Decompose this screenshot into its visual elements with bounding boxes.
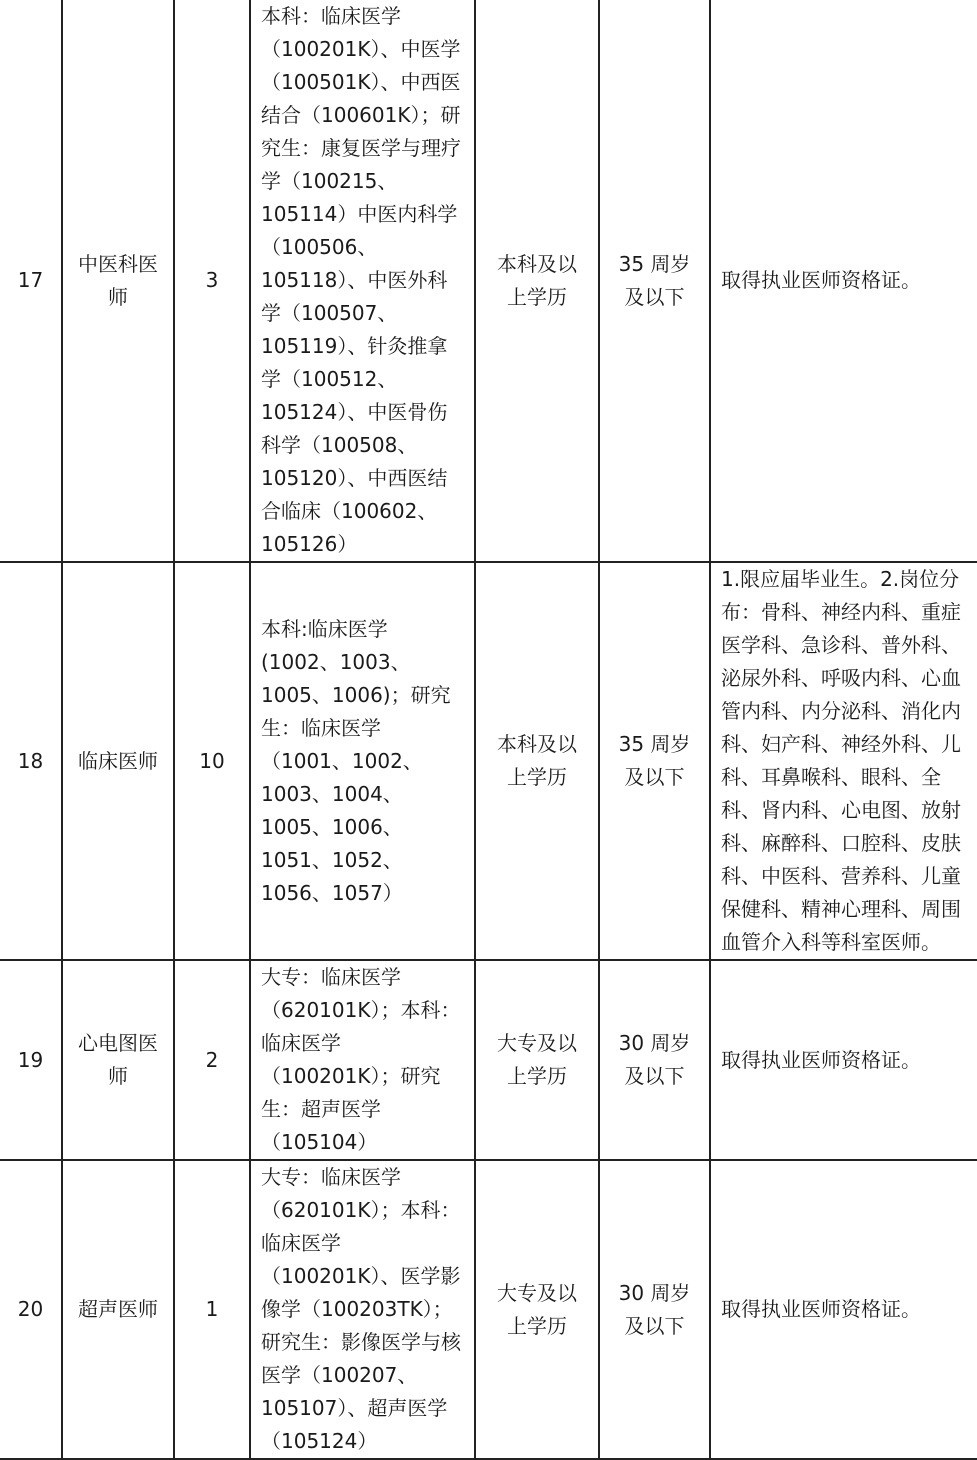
age-requirement: 35 周岁及以下 [599,0,710,562]
education-requirement: 大专及以上学历 [475,960,599,1160]
row-number: 18 [0,562,62,960]
row-number: 20 [0,1160,62,1459]
education-requirement: 本科及以上学历 [475,0,599,562]
headcount: 3 [174,0,250,562]
post-name: 超声医师 [62,1160,174,1459]
other-requirements: 取得执业医师资格证。 [710,1160,977,1459]
education-requirement: 本科及以上学历 [475,562,599,960]
table-row [0,562,977,960]
age-requirement: 35 周岁及以下 [599,562,710,960]
post-name: 临床医师 [62,562,174,960]
row-number: 17 [0,0,62,562]
major-requirements: 大专：临床医学（620101K）；本科：临床医学（100201K）、医学影像学（100203TK）；研究生：影像医学与核医学（100207、105107）、超声医学（105124） [250,1160,475,1459]
headcount: 1 [174,1160,250,1459]
table-row [0,1160,977,1459]
other-requirements: 取得执业医师资格证。 [710,960,977,1160]
major-requirements: 本科:临床医学(1002、1003、1005、1006)；研究生：临床医学（1001、1002、1003、1004、1005、1006、1051、1052、1056、1057） [250,562,475,960]
table-row [0,960,977,1160]
row-number: 19 [0,960,62,1160]
major-requirements: 本科：临床医学（100201K）、中医学（100501K）、中西医结合（100601K）；研究生：康复医学与理疗学（100215、105114）中医内科学（100506、105118）、中医外科学（100507、105119）、针灸推拿学（100512、105124）、中医骨伤科学（100508、105120）、中西医结合临床（100602、105126） [250,0,475,562]
age-requirement: 30 周岁及以下 [599,1160,710,1459]
education-requirement: 大专及以上学历 [475,1160,599,1459]
age-requirement: 30 周岁及以下 [599,960,710,1160]
other-requirements: 取得执业医师资格证。 [710,0,977,562]
post-name: 中医科医师 [62,0,174,562]
major-requirements: 大专：临床医学（620101K）；本科：临床医学（100201K）；研究生：超声医学（105104） [250,960,475,1160]
other-requirements: 1.限应届毕业生。2.岗位分布：骨科、神经内科、重症医学科、急诊科、普外科、泌尿外科、呼吸内科、心血管内科、内分泌科、消化内科、妇产科、神经外科、儿科、耳鼻喉科、眼科、全科、肾内科、心电图、放射科、麻醉科、口腔科、皮肤科、中医科、营养科、儿童保健科、精神心理科、周围血管介入科等科室医师。 [710,562,977,960]
headcount: 2 [174,960,250,1160]
post-name: 心电图医师 [62,960,174,1160]
table-row [0,0,977,562]
headcount: 10 [174,562,250,960]
